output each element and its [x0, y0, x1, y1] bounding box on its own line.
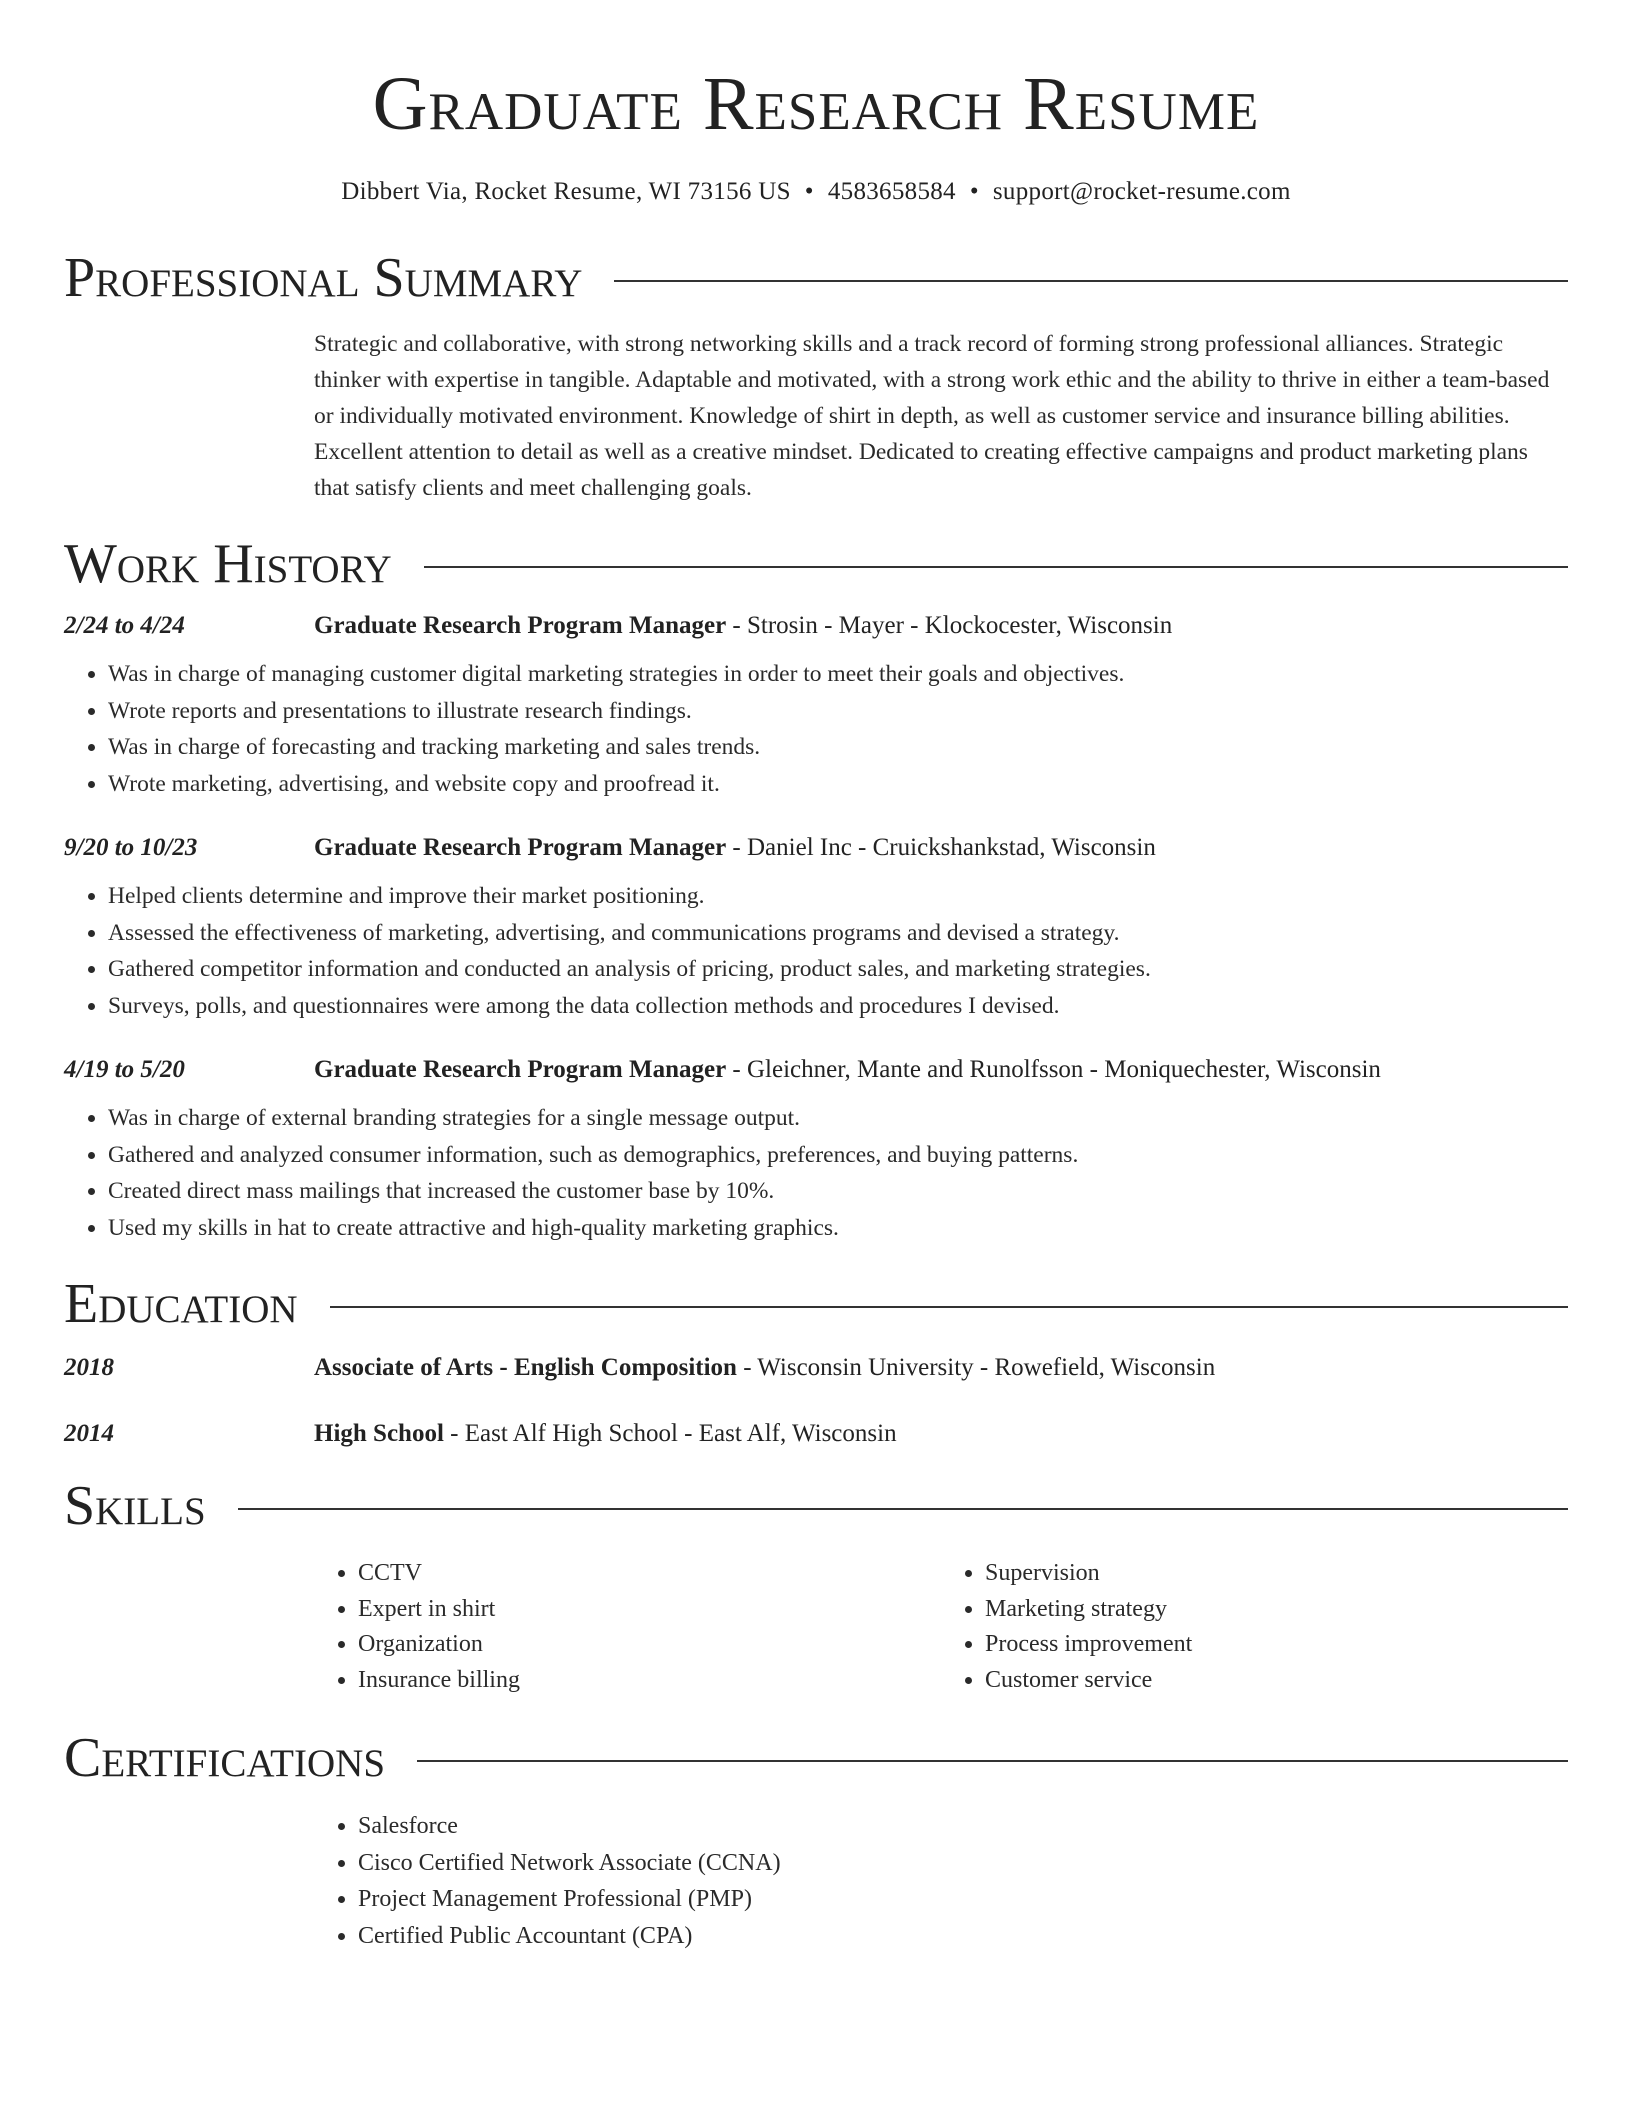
section-heading-label: Work History: [64, 533, 392, 595]
section-heading-label: Skills: [64, 1475, 206, 1537]
certifications-block: [314, 1808, 1568, 1954]
certification-item: • Cisco Certified Network Associate (CCNA): [358, 1845, 1568, 1882]
education-heading: [314, 1420, 897, 1448]
education-year: 2018: [64, 1354, 114, 1381]
section-heading-label: Professional Summary: [64, 247, 583, 309]
job-bullets: [64, 656, 1568, 802]
education-year: 2014: [64, 1420, 114, 1447]
job-details: - Gleichner, Mante and Runolfsson - Moniquechester, Wisconsin: [726, 1056, 1381, 1083]
section-heading-label: Education: [64, 1273, 298, 1335]
skills-column-left: [314, 1556, 941, 1698]
job-bullet: • Was in charge of forecasting and tracking marketing and sales trends.: [108, 729, 1568, 766]
job-bullet: • Was in charge of managing customer digital marketing strategies in order to meet their goals and objectives.: [108, 656, 1568, 693]
job-dates: 2/24 to 4/24: [64, 612, 185, 639]
job-bullet: • Gathered competitor information and conducted an analysis of pricing, product sales, and marketing strategies.: [108, 951, 1568, 988]
job-bullets: [64, 1100, 1568, 1246]
certification-item: • Project Management Professional (PMP): [358, 1881, 1568, 1918]
job-title: Graduate Research Program Manager: [314, 834, 727, 861]
job-bullet: • Assessed the effectiveness of marketing, advertising, and communications programs and devised a strategy.: [108, 915, 1568, 952]
section-divider: [417, 1760, 1568, 1762]
job-details: - Strosin - Mayer - Klockocester, Wisconsin: [726, 612, 1173, 639]
job-heading: [314, 834, 1156, 862]
job-bullet: • Used my skills in hat to create attractive and high-quality marketing graphics.: [108, 1210, 1568, 1247]
contact-email[interactable]: support@rocket-resume.com: [992, 178, 1291, 205]
skill-item: • Insurance billing: [358, 1663, 941, 1699]
job-bullets: [64, 878, 1568, 1024]
job-entry: [64, 1056, 1568, 1246]
job-title: Graduate Research Program Manager: [314, 1056, 727, 1083]
section-divider: [330, 1306, 1568, 1308]
job-heading: [314, 612, 1172, 640]
certification-item: • Certified Public Accountant (CPA): [358, 1918, 1568, 1955]
education-heading: [314, 1354, 1215, 1382]
education-degree: High School: [314, 1420, 444, 1447]
job-title: Graduate Research Program Manager: [314, 612, 727, 639]
section-divider: [238, 1508, 1568, 1510]
resume-title: Graduate Research Resume: [372, 62, 1260, 146]
certification-item: • Salesforce: [358, 1808, 1568, 1845]
skills-grid: [314, 1556, 1568, 1698]
skill-item: • Process improvement: [985, 1627, 1568, 1663]
job-bullet: • Created direct mass mailings that increased the customer base by 10%.: [108, 1173, 1568, 1210]
job-details: - Daniel Inc - Cruickshankstad, Wisconsin: [726, 834, 1156, 861]
skill-item: • Supervision: [985, 1556, 1568, 1592]
job-heading: [314, 1056, 1381, 1084]
section-heading-skills: [64, 1475, 1568, 1537]
contact-phone: 4583658584: [827, 178, 956, 205]
education-degree: Associate of Arts - English Composition: [314, 1354, 737, 1381]
section-divider: [424, 566, 1568, 568]
skill-item: • Marketing strategy: [985, 1592, 1568, 1628]
certifications-list: [314, 1808, 1568, 1954]
job-header: [64, 834, 1568, 862]
education-entry: [64, 1354, 1568, 1382]
contact-address: Dibbert Via, Rocket Resume, WI 73156 US: [341, 178, 791, 205]
contact-separator: •: [969, 178, 979, 205]
contact-line: [64, 178, 1568, 206]
section-heading-label: Certifications: [64, 1727, 386, 1789]
section-divider: [614, 280, 1568, 282]
job-bullet: • Wrote reports and presentations to illustrate research findings.: [108, 693, 1568, 730]
job-bullet: • Wrote marketing, advertising, and website copy and proofread it.: [108, 766, 1568, 803]
education-details: - East Alf High School - East Alf, Wisconsin: [443, 1420, 897, 1447]
section-heading-work: [64, 533, 1568, 595]
job-dates: 9/20 to 10/23: [64, 834, 198, 861]
summary-text: Strategic and collaborative, with strong networking skills and a track record of forming strong professional alliances. Strategic thinker with expertise in tangible. Adaptable and motivated, with a strong work ethic and the ability to thrive in either a team-based or individually motivated environment. Knowledge of shirt in depth, as well as customer service and insurance billing abilities. Excellent attention to detail as well as a creative mindset. Dedicated to creating effective campaigns and product marketing plans that satisfy clients and meet challenging goals.: [314, 331, 1550, 501]
education-entry: [64, 1420, 1568, 1448]
skill-item: • CCTV: [358, 1556, 941, 1592]
job-bullet: • Gathered and analyzed consumer information, such as demographics, preferences, and buying patterns.: [108, 1137, 1568, 1174]
section-heading-education: [64, 1273, 1568, 1335]
job-dates: 4/19 to 5/20: [64, 1056, 185, 1083]
job-bullet: • Was in charge of external branding strategies for a single message output.: [108, 1100, 1568, 1137]
job-entry: [64, 834, 1568, 1024]
job-header: [64, 612, 1568, 640]
job-bullet: • Helped clients determine and improve their market positioning.: [108, 878, 1568, 915]
skill-item: • Expert in shirt: [358, 1592, 941, 1628]
section-heading-certifications: [64, 1727, 1568, 1789]
job-header: [64, 1056, 1568, 1084]
job-entry: [64, 612, 1568, 802]
skill-item: • Customer service: [985, 1663, 1568, 1699]
education-details: - Wisconsin University - Rowefield, Wisconsin: [736, 1354, 1216, 1381]
skill-item: • Organization: [358, 1627, 941, 1663]
summary-block: [314, 326, 1568, 506]
skills-column-right: [941, 1556, 1568, 1698]
contact-separator: •: [804, 178, 814, 205]
job-bullet: • Surveys, polls, and questionnaires were among the data collection methods and procedures I devised.: [108, 988, 1568, 1025]
section-heading-summary: [64, 247, 1568, 309]
